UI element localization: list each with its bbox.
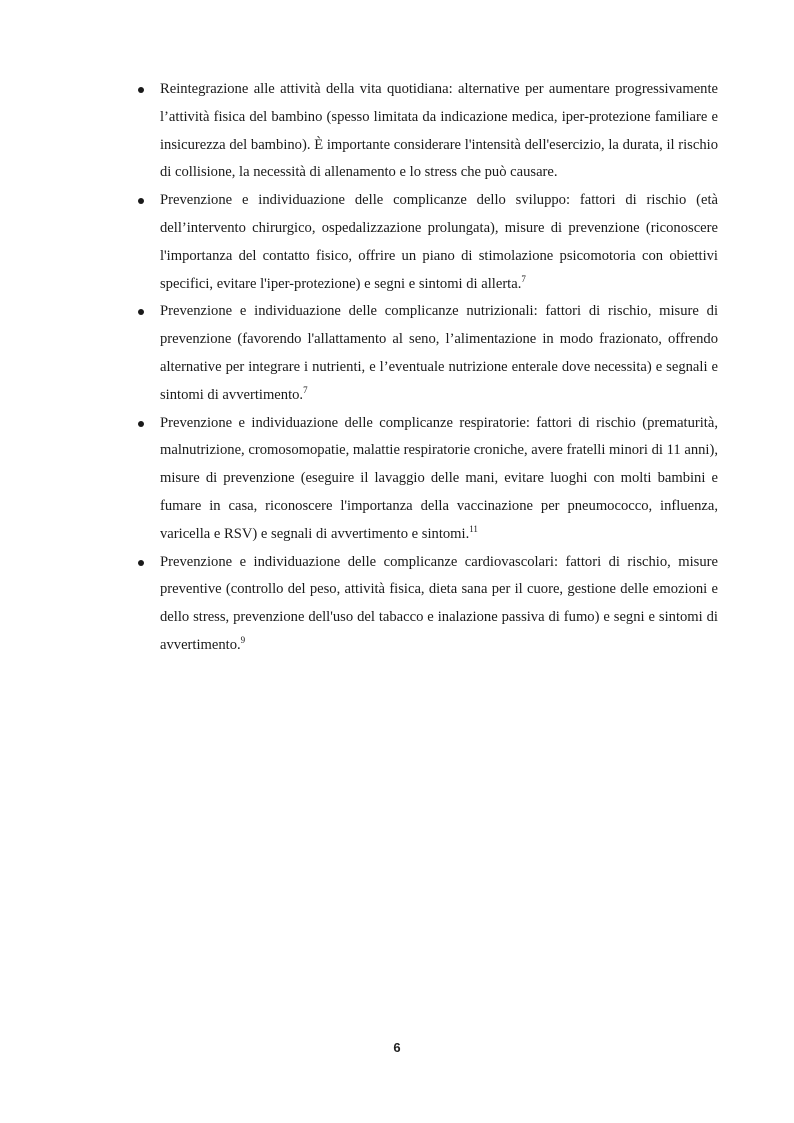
page-number: 6 xyxy=(393,1040,401,1055)
list-item xyxy=(160,76,718,187)
list-item-text: Prevenzione e individuazione delle complicanze dello sviluppo: fattori di rischio (età dell’intervento chirurgico, ospedalizzazione prolungata), misure di prevenzione (riconoscere l'importanza del contatto fisico, offrire un piano di stimolazione psicomotoria con obiettivi specifici, evitare l'iper-protezione) e segni e sintomi di allerta. xyxy=(160,192,718,292)
bullet-icon xyxy=(138,421,144,427)
list-item xyxy=(160,549,718,660)
list-item xyxy=(160,187,718,298)
bullet-list xyxy=(160,76,718,660)
footnote-ref: 9 xyxy=(240,635,246,646)
bullet-icon xyxy=(138,87,144,93)
list-item-text: Reintegrazione alle attività della vita quotidiana: alternative per aumentare progressivamente l’attività fisica del bambino (spesso limitata da indicazione medica, iper-protezione familiare e insicurezza del bambino). È importante considerare l'intensità dell'esercizio, la durata, il rischio di collisione, la necessità di allenamento e lo stress che può causare. xyxy=(160,81,718,181)
list-item-text: Prevenzione e individuazione delle complicanze respiratorie: fattori di rischio (prematurità, malnutrizione, cromosomopatie, malattie respiratorie croniche, avere fratelli minori di 11 anni), misure di prevenzione (eseguire il lavaggio delle mani, evitare luoghi con molti bambini e fumare in casa, riconoscere l'importanza della vaccinazione per pneumococco, influenza, varicella e RSV) e segnali di avvertimento e sintomi. xyxy=(160,414,718,542)
list-item xyxy=(160,410,718,549)
list-item-text: Prevenzione e individuazione delle complicanze cardiovascolari: fattori di rischio, misure preventive (controllo del peso, attività fisica, dieta sana per il cuore, gestione delle emozioni e dello stress, prevenzione dell'uso del tabacco e inalazione passiva di fumo) e segni e sintomi di avvertimento. xyxy=(160,553,718,653)
footnote-ref: 7 xyxy=(303,384,308,395)
list-item-text: Prevenzione e individuazione delle complicanze nutrizionali: fattori di rischio, misure di prevenzione (favorendo l'allattamento al seno, l’alimentazione in modo frazionato, offrendo alternative per integrare i nutrienti, e l’eventuale nutrizione enterale dove necessita) e segnali e sintomi di avvertimento. xyxy=(160,303,718,403)
bullet-icon xyxy=(138,560,144,566)
bullet-icon xyxy=(138,309,144,315)
footnote-ref: 7 xyxy=(521,273,526,284)
footnote-ref: 11 xyxy=(469,523,478,534)
list-item xyxy=(160,298,718,409)
bullet-icon xyxy=(138,198,144,204)
